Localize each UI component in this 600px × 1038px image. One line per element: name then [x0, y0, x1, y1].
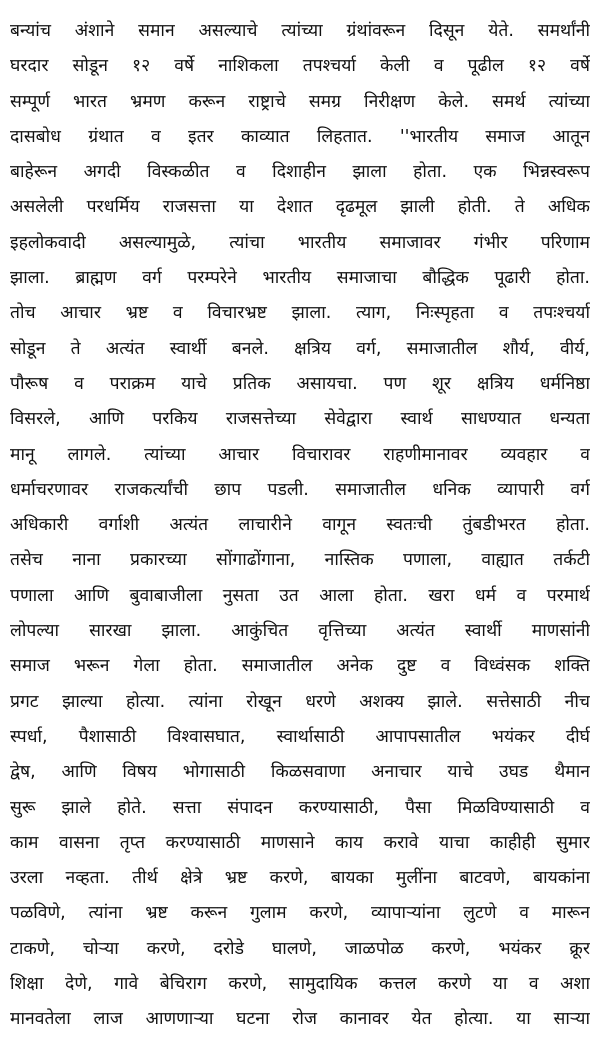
text-line: अधिकारी वर्गाशी अत्यंत लाचारीने वागून स्वतःची तुंबडीभरत होता. [10, 515, 590, 536]
paragraph [10, 14, 590, 1038]
text-line: उरला नव्हता. तीर्थ क्षेत्रे भ्रष्ट करणे, बायका मुलींना बाटवणे, बायकांना [10, 868, 590, 889]
text-line: पणाला आणि बुवाबाजीला नुसता उत आला होता. खरा धर्म व परमार्थ [10, 585, 590, 606]
text-line: घरदार सोडून १२ वर्षे नाशिकला तपश्चर्या केली व पूढील १२ वर्षे [10, 56, 590, 77]
text-line: असलेली परधर्मिय राजसत्ता या देशात दृढमूल झाली होती. ते अधिक [10, 197, 590, 218]
text-line: झाला. ब्राह्मण वर्ग परम्परेने भारतीय समाजाचा बौद्धिक पूढारी होता. [10, 268, 590, 289]
text-line: सम्पूर्ण भारत भ्रमण करून राष्ट्राचे समग्र निरीक्षण केले. समर्थ त्यांच्या [10, 91, 590, 112]
text-line: स्पर्धा, पैशासाठी विश्वासघात, स्वार्थासाठी आपापसातील भयंकर दीर्घ [10, 726, 590, 747]
text-line: काम वासना तृप्त करण्यासाठी माणसाने काय करावे याचा काहीही सुमार [10, 832, 590, 853]
text-line: विसरले, आणि परकिय राजसत्तेच्या सेवेद्वारा स्वार्थ साधण्यात धन्यता [10, 409, 590, 430]
text-line: बन्यांच अंशाने समान असल्याचे त्यांच्या ग्रंथांवरून दिसून येते. समर्थांनी [10, 21, 590, 41]
text-line: प्रगट झाल्या होत्या. त्यांना रोखून धरणे अशक्य झाले. सत्तेसाठी नीच [10, 691, 590, 712]
text-line: सोडून ते अत्यंत स्वार्थी बनले. क्षत्रिय वर्ग, समाजातील शौर्य, वीर्य, [10, 338, 590, 359]
text-line: द्वेष, आणि विषय भोगासाठी किळसवाणा अनाचार याचे उघड थैमान [10, 762, 590, 783]
text-line: पौरूष व पराक्रम याचे प्रतिक असायचा. पण शूर क्षत्रिय धर्मनिष्ठा [10, 373, 590, 394]
text-line: बाहेरून अगदी विस्कळीत व दिशाहीन झाला होता. एक भिन्नस्वरूप [10, 162, 590, 183]
text-line: समाज भरून गेला होता. समाजातील अनेक दुष्ट व विध्वंसक शक्ति [10, 656, 590, 677]
text-line: लोपल्या सारखा झाला. आकुंचित वृत्तिच्या अत्यंत स्वार्थी माणसांनी [10, 621, 590, 642]
text-line: शिक्षा देणे, गावे बेचिराग करणे, सामुदायिक कत्तल करणे या व अशा [10, 974, 590, 995]
text-line: सुरू झाले होते. सत्ता संपादन करण्यासाठी, पैसा मिळविण्यासाठी व [10, 797, 590, 818]
text-line: तसेच नाना प्रकारच्या सोंगाढोंगाना, नास्तिक पणाला, वाह्यात तर्कटी [10, 550, 590, 571]
text-line: तोच आचार भ्रष्ट व विचारभ्रष्ट झाला. त्याग, निःस्पृहता व तपःश्चर्या [10, 303, 590, 324]
text-line: मानवतेला लाज आणणाऱ्या घटना रोज कानावर येत होत्या. या साऱ्या [10, 1009, 590, 1030]
text-line: इहलोकवादी असल्यामुळे, त्यांचा भारतीय समाजावर गंभीर परिणाम [10, 232, 590, 253]
text-line: दासबोध ग्रंथात व इतर काव्यात लिहतात. ''भारतीय समाज आतून [10, 126, 590, 147]
text-line: पळविणे, त्यांना भ्रष्ट करून गुलाम करणे, व्यापाऱ्यांना लुटणे व मारून [10, 903, 590, 924]
text-line: टाकणे, चोऱ्या करणे, दरोडे घालणे, जाळपोळ करणे, भयंकर क्रूर [10, 938, 590, 959]
text-line: धर्माचरणावर राजकर्त्यांची छाप पडली. समाजातील धनिक व्यापारी वर्ग [10, 479, 590, 500]
text-line: मानू लागले. त्यांच्या आचार विचारावर राहणीमानावर व्यवहार व [10, 444, 590, 465]
